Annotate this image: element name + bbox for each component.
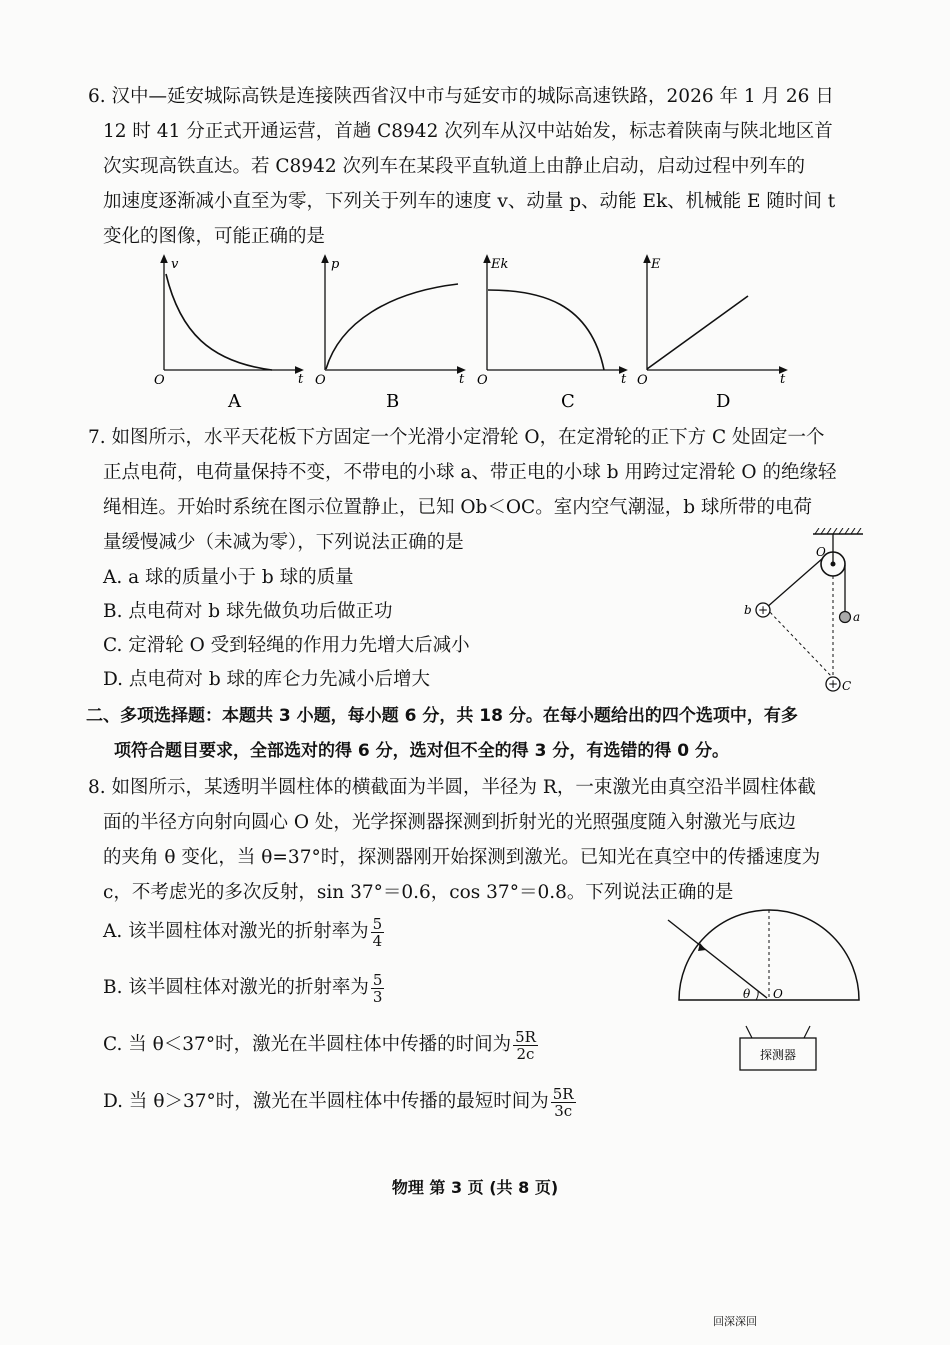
q8-line-3: 的夹角 θ 变化，当 θ=37°时，探测器刚开始探测到激光。已知光在真空中的传播速度为 [103,847,821,868]
q8-option-a-text: A. 该半圆柱体对激光的折射率为 [103,921,369,942]
q8-line-4: c，不考虑光的多次反射，sin 37°＝0.6，cos 37°＝0.8。下列说法正确的是 [103,882,734,903]
q8-option-b-text: B. 该半圆柱体对激光的折射率为 [103,977,369,998]
q6-line-3: 次实现高铁直达。若 C8942 次列车在某段平直轨道上由静止启动，启动过程中列车的 [103,156,806,177]
q7-option-c[interactable]: C. 定滑轮 O 受到轻绳的作用力先增大后减小 [103,635,470,656]
q6-graphs [140,252,810,417]
graph-d [637,257,786,388]
corner-text: 回深深回 [713,1315,757,1328]
q8-line-2: 面的半径方向射向圆心 O 处，光学探测器探测到折射光的光照强度随入射激光与底边 [103,812,796,833]
q6-line-2: 12 时 41 分正式开通运营，首趟 C8942 次列车从汉中站始发，标志着陕南与陕北地区首 [103,121,833,142]
section-2-line-2: 项符合题目要求，全部选对的得 6 分，选对但不全的得 3 分，有选错的得 0 分。 [114,741,729,761]
q7-line-1: 7. 如图所示，水平天花板下方固定一个光滑小定滑轮 O，在定滑轮的正下方 C 处固定一个 [88,427,825,448]
q7-figure [735,528,870,700]
ball-a-icon [840,612,851,623]
q7-label-b: b [744,603,752,617]
q6-line-1: 6. 汉中—延安城际高铁是连接陕西省汉中市与延安市的城际高速铁路，2026 年 1 月 26 日 [88,86,834,107]
svg-text:+: + [757,603,769,617]
q6-line-5: 变化的图像，可能正确的是 [103,226,326,247]
q8-figure [660,905,870,1080]
q7-label-a: a [853,610,861,624]
q8-option-a[interactable] [103,912,386,952]
page-footer: 物理 第 3 页 (共 8 页) [391,1178,559,1197]
q8-option-d-fraction: $\frac{5R}{3c}$ [552,1084,574,1120]
graph-b [315,257,465,388]
graph-c-origin: O [477,373,488,388]
svg-text:+: + [827,677,839,691]
graph-b-option: B [386,391,400,412]
q8-option-c-text: C. 当 θ＜37°时，激光在半圆柱体中传播的时间为 [103,1034,512,1055]
graph-b-origin: O [315,373,326,388]
graph-d-xlabel: t [780,372,786,387]
graph-c [477,257,627,388]
q6-line-4: 加速度逐渐减小直至为零，下列关于列车的速度 v、动量 p、动能 Ek、机械能 E 随时间 t [103,191,836,212]
graph-d-ylabel: E [651,257,661,272]
q8-option-a-fraction: $\frac{5}{4}$ [372,914,383,950]
graph-c-xlabel: t [621,372,627,387]
graph-b-ylabel: p [331,257,340,272]
q8-option-d[interactable] [103,1082,578,1122]
q8-option-d-text: D. 当 θ＞37°时，激光在半圆柱体中传播的最短时间为 [103,1091,549,1112]
graph-b-xlabel: t [459,372,465,387]
graph-d-origin: O [637,373,648,388]
q7-option-d[interactable]: D. 点电荷对 b 球的库仑力先减小后增大 [103,669,431,690]
q7-label-O: O [816,545,826,559]
graph-c-option: C [561,391,575,412]
graph-a-ylabel: v [171,257,179,272]
q8-option-b[interactable] [103,968,386,1008]
q7-line-2: 正点电荷，电荷量保持不变，不带电的小球 a、带正电的小球 b 用跨过定滑轮 O 的绝缘轻 [103,462,837,483]
q7-line-3: 绳相连。开始时系统在图示位置静止，已知 Ob＜OC。室内空气潮湿，b 球所带的电荷 [103,497,812,518]
q7-line-4: 量缓慢减少（未减为零），下列说法正确的是 [103,532,464,553]
graph-a-xlabel: t [298,372,304,387]
q8-label-O: O [773,987,783,1001]
q8-option-c[interactable] [103,1025,540,1065]
q8-option-b-fraction: $\frac{5}{3}$ [372,970,383,1006]
graph-a-option: A [228,391,241,412]
q7-label-C: C [842,679,852,693]
graph-a-origin: O [154,373,165,388]
q7-option-b[interactable]: B. 点电荷对 b 球先做负功后做正功 [103,601,393,622]
q8-line-1: 8. 如图所示，某透明半圆柱体的横截面为半圆，半径为 R，一束激光由真空沿半圆柱体截 [88,777,816,798]
section-2-line-1: 二、多项选择题：本题共 3 小题，每小题 6 分，共 18 分。在每小题给出的四个选项中，有多 [86,706,798,726]
graph-d-option: D [716,391,731,412]
graph-c-ylabel: Ek [491,257,509,272]
q8-option-c-fraction: $\frac{5R}{2c}$ [515,1027,536,1063]
q8-label-theta: θ [743,987,751,1001]
q7-option-a[interactable]: A. a 球的质量小于 b 球的质量 [103,567,354,588]
graph-a [154,257,304,388]
q8-detector-label: 探测器 [759,1048,797,1062]
